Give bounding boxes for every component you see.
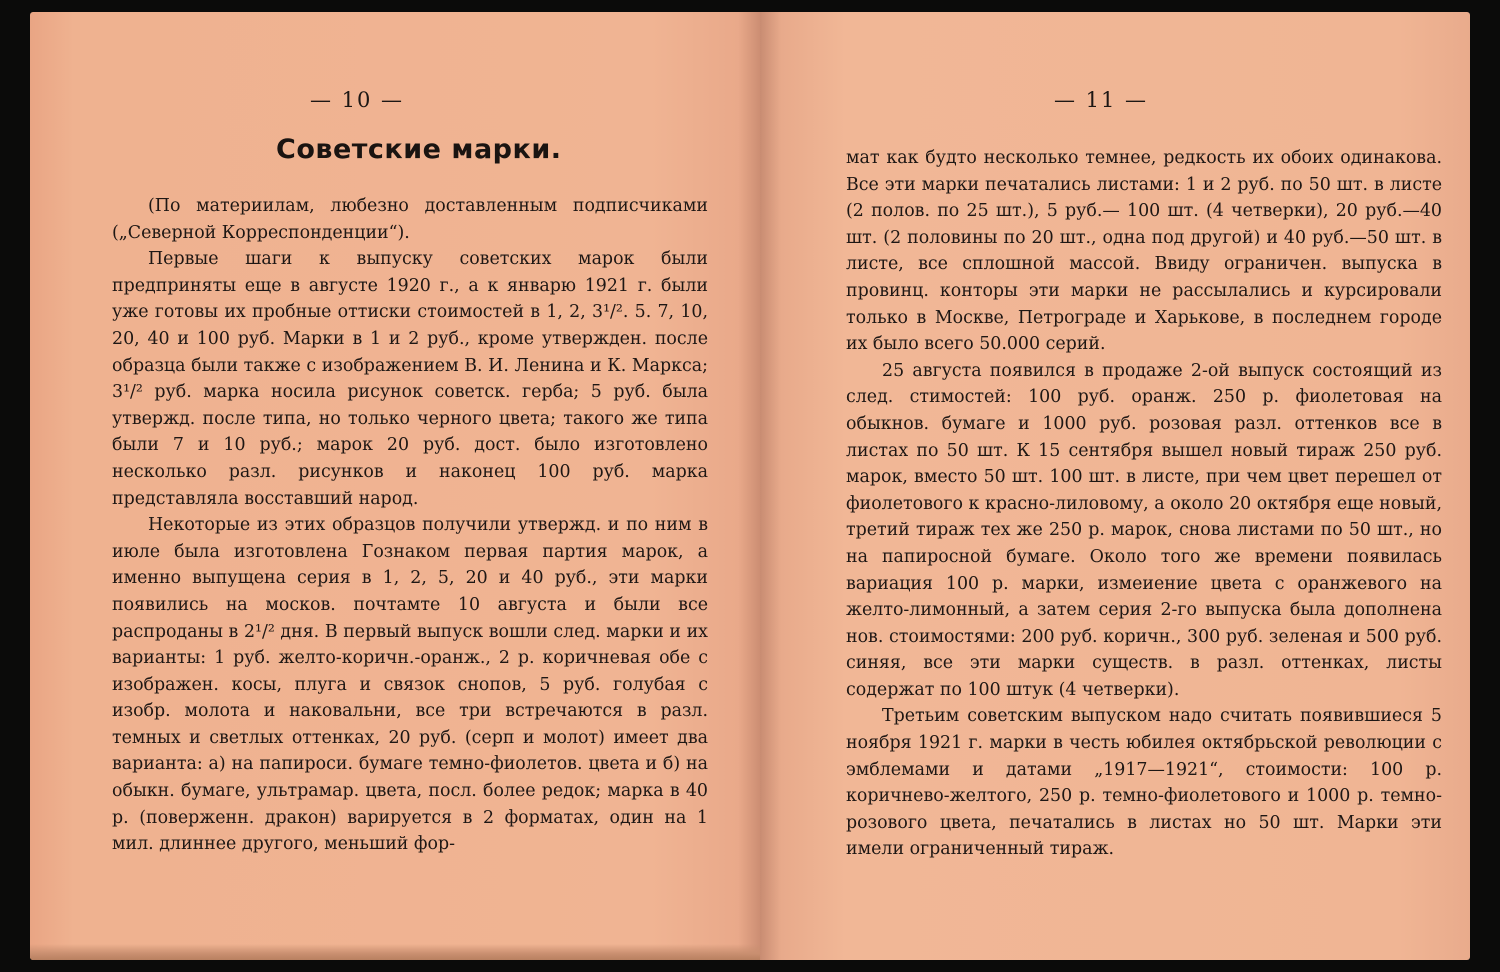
booklet-spread (30, 12, 1470, 960)
article-title: Советские марки. (276, 134, 562, 165)
page-number-left: — 10 — (309, 88, 405, 112)
paragraph: мат как будто несколько темнее, редкость их обоих одинакова. Все эти марки печатались листами: 1 и 2 руб. по 50 шт. в листе (2 полов. по 25 шт.), 5 руб.— 100 шт. (4 четверки), 20 руб.—40 шт. (2 половины по 20 шт., одна под другой) и 40 руб.—50 шт. в листе, все сплошной массой. Ввиду ограничен. выпуска в провинц. конторы эти марки не рассылались и курсировали только в Москве, Петрограде и Харькове, в последнем городе их было всего 50.000 серий. (846, 148, 1442, 355)
paragraph: (По материилам, любезно доставленным подписчиками („Северной Корреспонденции“). (112, 196, 708, 243)
page-number-right: — 11 — (1053, 88, 1149, 112)
page-edge (30, 944, 760, 960)
paragraph: 25 августа появился в продаже 2-ой выпуск состоящий из след. стимостей: 100 руб. оранж. 250 р. фиолетовая на обыкнов. бумаге и 1000 руб. розовая разл. оттенков все в листах по 50 шт. К 15 сентября вышел новый тираж 250 руб. марок, вместо 50 шт. 100 шт. в листе, при чем цвет перешел от фиолетового к красно-лиловому, а около 20 октября еще новый, третий тираж тех же 250 р. марок, снова листами по 50 шт., но на папиросной бумаге. Около того же времени появилась вариация 100 р. марки, измеиение цвета с оранжевого на желто-лимонный, а затем серия 2-го выпуска была дополнена нов. стоимостями: 200 руб. коричн., 300 руб. зеленая и 500 руб. синяя, все эти марки существ. в разл. оттенках, листы содержат по 100 штук (4 четверки). (846, 360, 1442, 700)
paragraph: Третьим советским выпуском надо считать появившиеся 5 ноября 1921 г. марки в честь юбилея октябрьской революции с эмблемами и датами „1917—1921“, стоимости: 100 р. коричнево-желтого, 250 р. темно-фиолетового и 1000 р. темно-розового цвета, печатались в листах но 50 шт. Марки эти имели ограниченный тираж. (846, 706, 1442, 860)
left-page (30, 12, 760, 960)
right-text-column (846, 145, 1442, 863)
left-text-column (112, 193, 708, 858)
right-page (760, 12, 1470, 960)
paragraph: Некоторые из этих образцов получили утвержд. и по ним в июле была изготовлена Гознаком первая партия марок, а именно выпущена серия в 1, 2, 5, 20 и 40 руб., эти марки появились на москов. почтамте 10 августа и были все распроданы в 2¹/² дня. В первый выпуск вошли след. марки и их варианты: 1 руб. желто-коричн.-оранж., 2 р. коричневая обе с изображен. косы, плуга и связок снопов, 5 руб. голубая с изобр. молота и наковальни, все три встречаются в разл. темных и светлых оттенках, 20 руб. (серп и молот) имеет два варианта: а) на папироси. бумаге темно-фиолетов. цвета и б) на обыкн. бумаге, ультрамар. цвета, посл. более редок; марка в 40 р. (поверженн. дракон) варируется в 2 форматах, один на 1 мил. длиннее другого, меньший фор- (112, 515, 708, 855)
paragraph: Первые шаги к выпуску советских марок были предприняты еще в августе 1920 г., а к январю 1921 г. были уже готовы их пробные оттиски стоимостей в 1, 2, 3¹/². 5. 7, 10, 20, 40 и 100 руб. Марки в 1 и 2 руб., кроме утвержден. после образца были также с изображением В. И. Ленина и К. Маркса; 3¹/² руб. марка носила рисунок советск. герба; 5 руб. была утвержд. после типа, но только черного цвета; такого же типа были 7 и 10 руб.; марок 20 руб. дост. было изготовлено несколько разл. рисунков и наконец 100 руб. марка представляла восставший народ. (112, 249, 708, 509)
